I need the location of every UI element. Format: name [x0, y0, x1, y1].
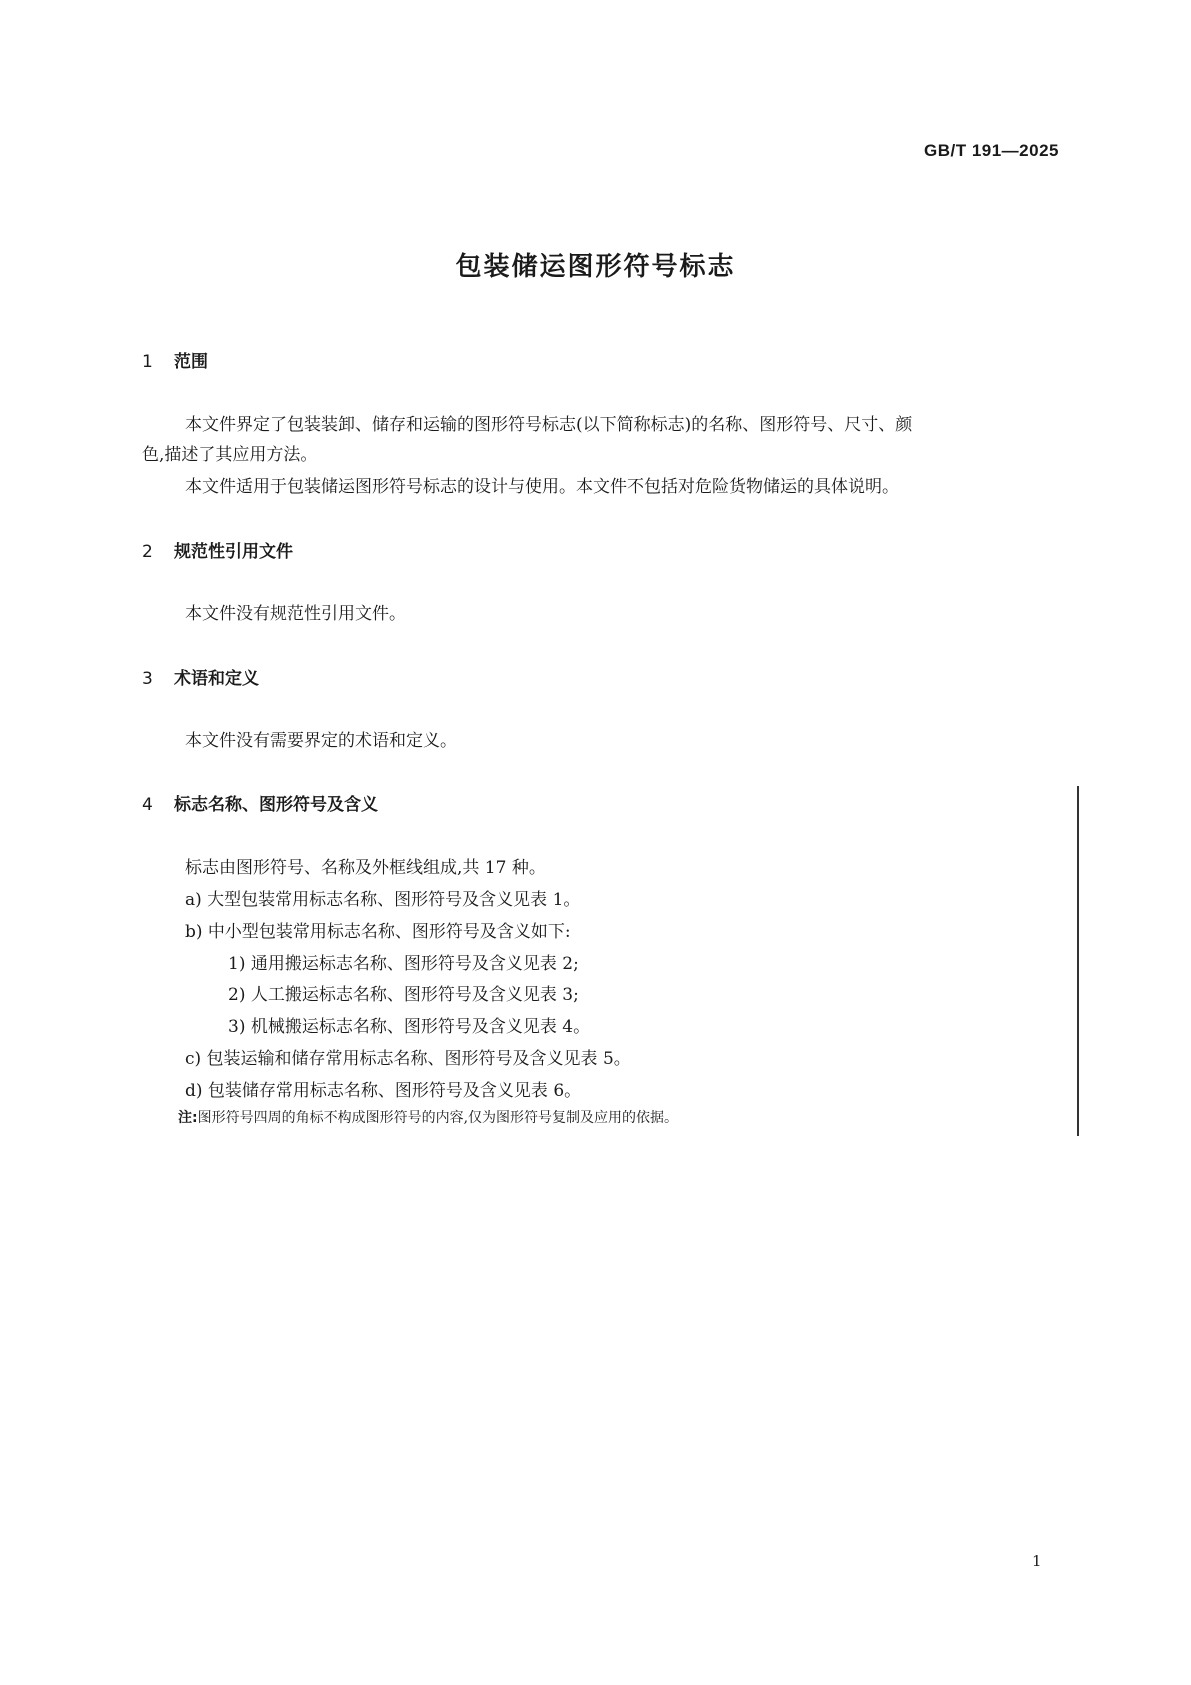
list-item-d: d) 包装储存常用标志名称、图形符号及含义见表 6。 [185, 1081, 582, 1101]
section-4-note [178, 1107, 678, 1127]
section-4-intro: 标志由图形符号、名称及外框线组成,共 17 种。 [185, 858, 546, 878]
section-3-para-1: 本文件没有需要界定的术语和定义。 [185, 731, 457, 751]
section-1-para-1-line-2: 色,描述了其应用方法。 [142, 445, 318, 465]
list-item-b-3: 3) 机械搬运标志名称、图形符号及含义见表 4。 [228, 1017, 591, 1037]
note-text: 图形符号四周的角标不构成图形符号的内容,仅为图形符号复制及应用的依据。 [197, 1110, 679, 1126]
list-item-b: b) 中小型包装常用标志名称、图形符号及含义如下: [185, 922, 571, 942]
list-item-c: c) 包装运输和储存常用标志名称、图形符号及含义见表 5。 [185, 1049, 631, 1069]
section-3-title: 术语和定义 [174, 669, 259, 689]
section-3-heading [142, 664, 259, 689]
standard-code: GB/T 191—2025 [923, 141, 1059, 160]
change-bar [1077, 786, 1079, 1136]
section-3-number: 3 [142, 669, 153, 689]
list-item-a: a) 大型包装常用标志名称、图形符号及含义见表 1。 [185, 890, 581, 910]
note-label: 注: [178, 1110, 198, 1126]
section-2-para-1: 本文件没有规范性引用文件。 [185, 604, 406, 624]
page-number: 1 [1032, 1552, 1042, 1570]
section-2-title: 规范性引用文件 [174, 542, 293, 562]
section-2-heading [142, 537, 293, 562]
document-title: 包装储运图形符号标志 [455, 252, 736, 282]
section-1-title: 范围 [174, 352, 208, 372]
section-2-number: 2 [142, 542, 153, 562]
section-1-para-2: 本文件适用于包装储运图形符号标志的设计与使用。本文件不包括对危险货物储运的具体说明。 [185, 477, 899, 497]
section-4-heading [142, 790, 378, 815]
section-1-heading [142, 347, 208, 372]
section-1-number: 1 [142, 352, 153, 372]
section-4-number: 4 [142, 795, 153, 815]
list-item-b-1: 1) 通用搬运标志名称、图形符号及含义见表 2; [228, 954, 579, 974]
section-4-title: 标志名称、图形符号及含义 [174, 795, 378, 815]
section-1-para-1-line-1: 本文件界定了包装装卸、储存和运输的图形符号标志(以下简称标志)的名称、图形符号、尺寸、颜 [185, 415, 913, 435]
list-item-b-2: 2) 人工搬运标志名称、图形符号及含义见表 3; [228, 985, 579, 1005]
